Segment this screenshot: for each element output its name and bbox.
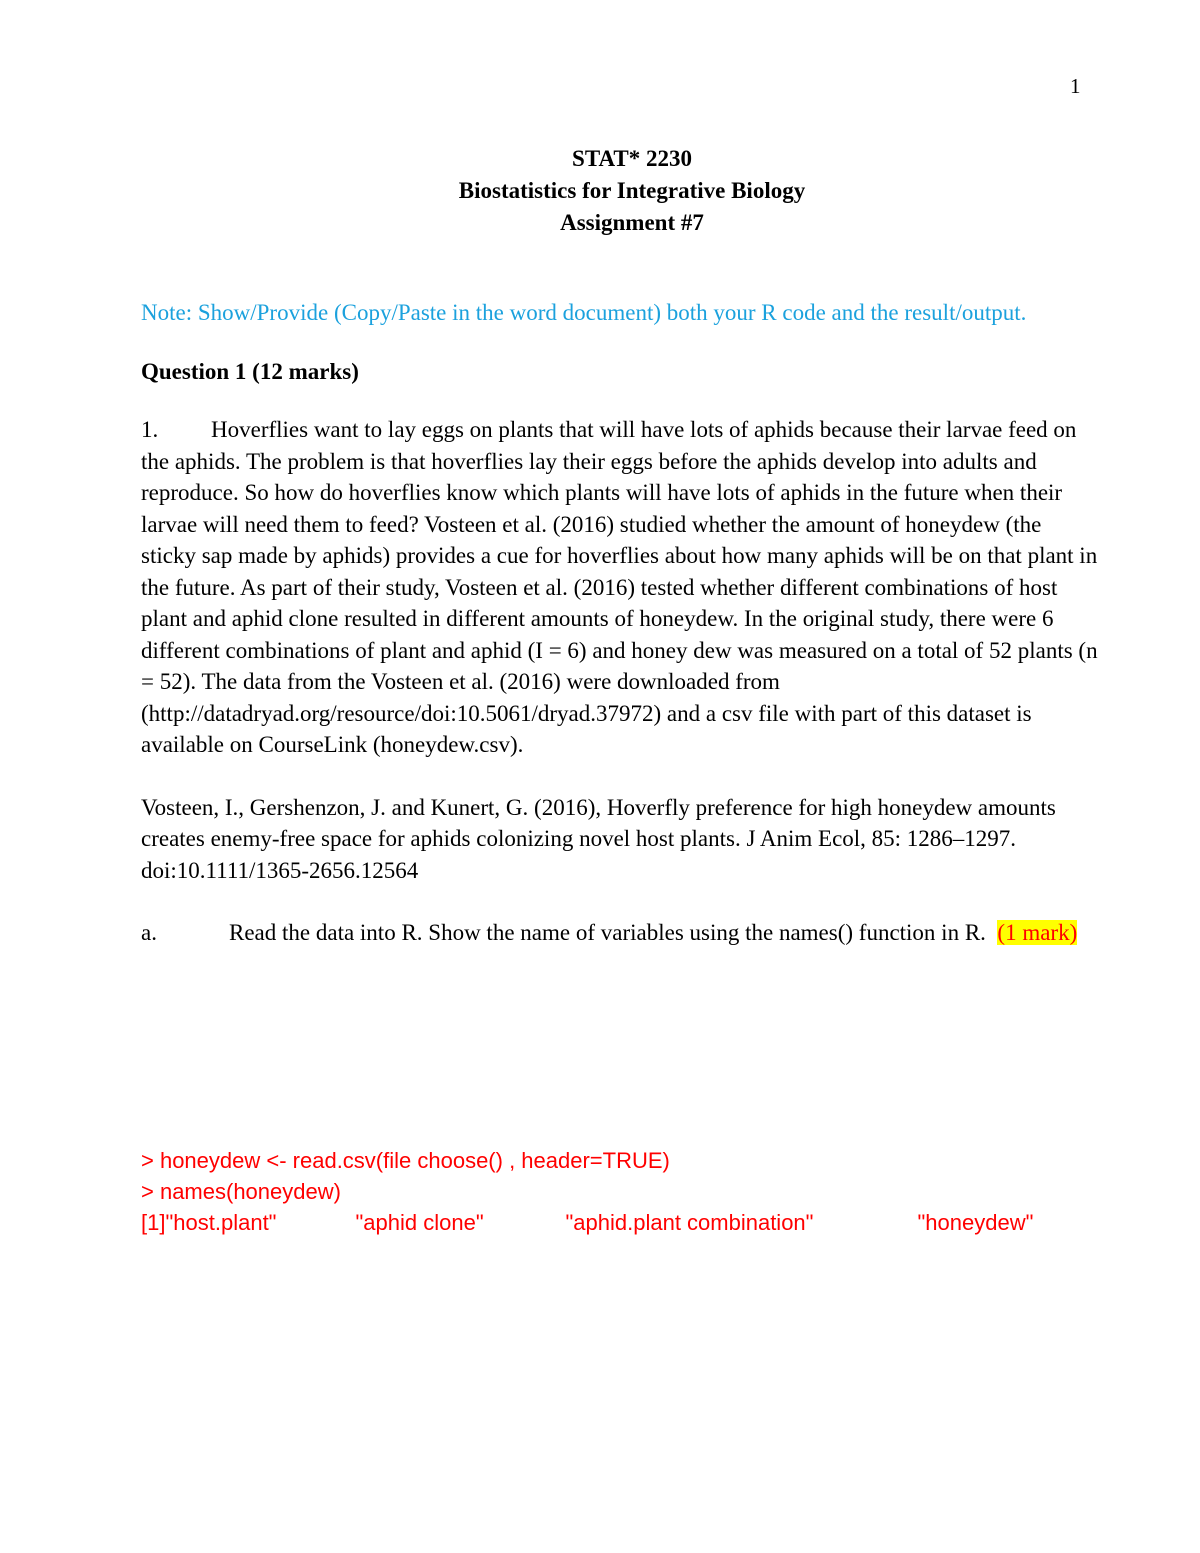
page-number: 1 xyxy=(1070,74,1081,98)
citation: Vosteen, I., Gershenzon, J. and Kunert, G. (2016), Hoverfly preference for high honeydew amounts creates enemy-free space for aphids colonizing novel host plants. J Anim Ecol, 85: 1286–1297. doi:10.1111/1365-2656.12564 xyxy=(141,794,1056,883)
output-index: [1] xyxy=(141,1210,166,1235)
r-code-line-1: > honeydew <- read.csv(file choose() , header=TRUE) xyxy=(141,1148,670,1173)
r-output-line xyxy=(141,1207,1101,1238)
output-item: "host.plant" xyxy=(165,1210,277,1235)
course-subtitle: Biostatistics for Integrative Biology xyxy=(458,178,806,203)
course-code: STAT* 2230 xyxy=(572,146,692,171)
instruction-note: Note: Show/Provide (Copy/Paste in the word document) both your R code and the result/output. xyxy=(141,300,1027,325)
assignment-title: Assignment #7 xyxy=(560,210,704,235)
part-a-text: Read the data into R. Show the name of variables using the names() function in R. xyxy=(229,920,986,945)
output-item: "aphid.plant combination" xyxy=(565,1210,814,1235)
document-title xyxy=(0,143,1200,239)
output-item: "honeydew" xyxy=(917,1210,1034,1235)
document-body xyxy=(141,297,1101,949)
question-text: Hoverflies want to lay eggs on plants that will have lots of aphids because their larvae feed on the aphids. The problem is that hoverflies lay their eggs before the aphids develop into adults and reproduce. So how do hoverflies know which plants will have lots of aphids in the future when their larvae will need them to feed? Vosteen et al. (2016) studied whether the amount of honeydew (the sticky sap made by aphids) provides a cue for hoverflies about how many aphids will be on that plant in the future. As part of their study, Vosteen et al. (2016) tested whether different combinations of host plant and aphid clone resulted in different amounts of honeydew. In the original study, there were 6 different combinations of plant and aphid (I = 6) and honey dew was measured on a total of 52 plants (n = 52). The data from the Vosteen et al. (2016) were downloaded from (http://datadryad.org/resource/doi:10.5061/dryad.37972) and a csv file with part of this dataset is available on CourseLink (honeydew.csv). xyxy=(141,417,1098,757)
part-a-mark: (1 mark) xyxy=(997,920,1078,945)
question-heading: Question 1 (12 marks) xyxy=(141,358,359,384)
part-a xyxy=(141,917,1101,949)
r-answer-block xyxy=(141,1145,1101,1238)
question-paragraph xyxy=(141,414,1101,761)
part-a-label: a. xyxy=(141,920,157,945)
output-item: "aphid clone" xyxy=(355,1210,484,1235)
r-code-line-2: > names(honeydew) xyxy=(141,1179,341,1204)
question-number: 1. xyxy=(141,417,159,442)
